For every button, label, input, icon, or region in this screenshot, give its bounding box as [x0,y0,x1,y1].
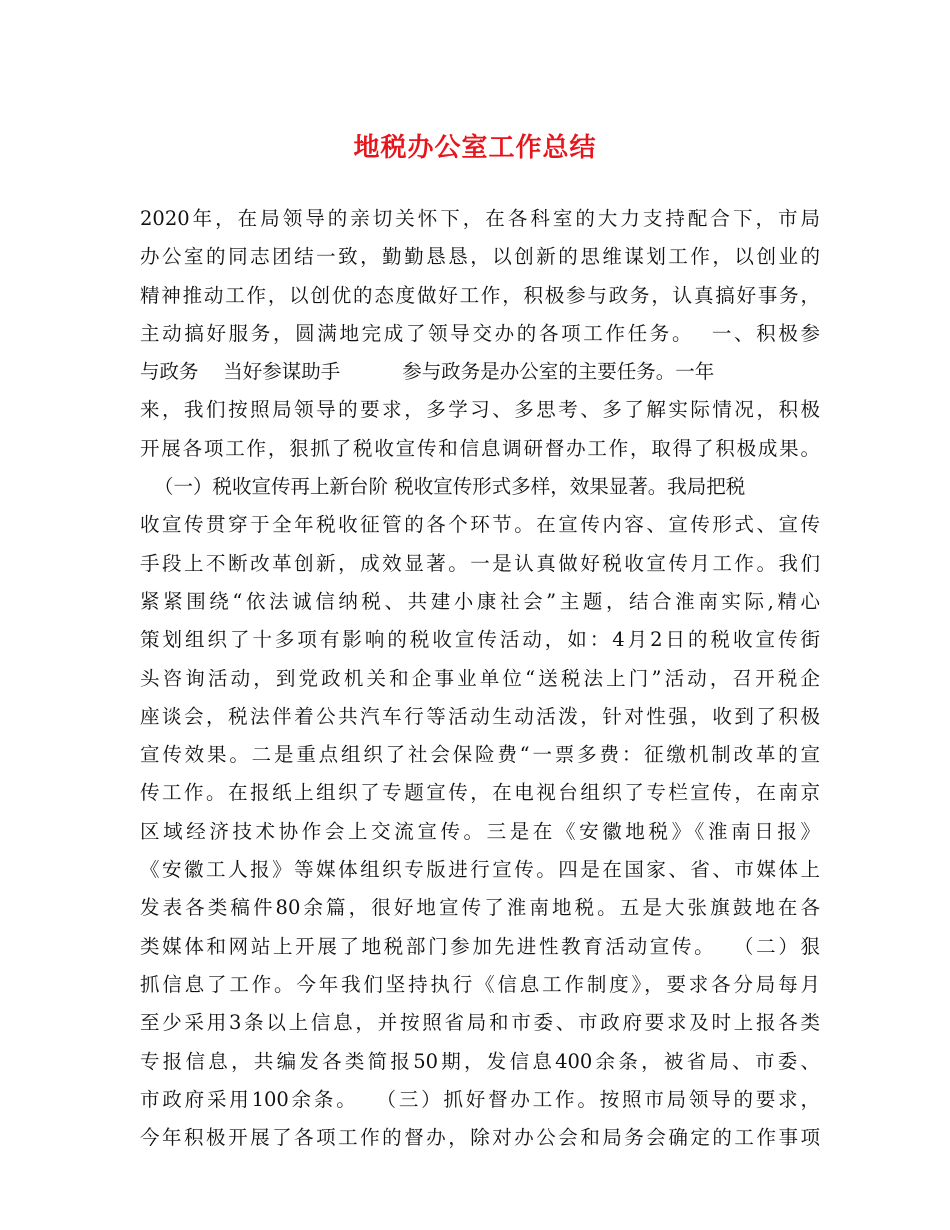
body-line: 今年积极开展了各项工作的督办，除对办公会和局务会确定的工作事项 [140,1126,820,1150]
body-line: 开展各项工作，狠抓了税收宣传和信息调研督办工作，取得了积极成果。 [140,436,820,460]
body-line: 办公室的同志团结一致，勤勤恳恳，以创新的思维谋划工作，以创业的 [140,245,820,269]
body-line: 传工作。在报纸上组织了专题宣传，在电视台组织了专栏宣传，在南京 [140,781,820,805]
body-line: （一）税收宣传再上新台阶 税收宣传形式多样，效果显著。我局把税 [154,475,746,499]
body-line: 策划组织了十多项有影响的税收宣传活动，如：4月2日的税收宣传街 [140,628,820,652]
body-line: 2020年，在局领导的亲切关怀下，在各科室的大力支持配合下，市局 [140,207,820,230]
body-line: 与政务 当好参谋助手 参与政务是办公室的主要任务。一年 [140,360,715,384]
body-line: 类媒体和网站上开展了地税部门参加先进性教育活动宣传。 （二）狠 [140,934,820,958]
body-line: 发表各类稿件80余篇，很好地宣传了淮南地税。五是大张旗鼓地在各 [140,896,820,920]
body-line: 头咨询活动，到党政机关和企事业单位“送税法上门”活动，召开税企 [140,666,820,690]
body-line: 市政府采用100余条。 （三）抓好督办工作。按照市局领导的要求， [140,1087,820,1111]
body-line: 来，我们按照局领导的要求，多学习、多思考、多了解实际情况，积极 [140,398,820,422]
document-title: 地税办公室工作总结 [353,133,597,163]
body-line: 抓信息了工作。今年我们坚持执行《信息工作制度》，要求各分局每月 [140,972,820,996]
body-line: 紧紧围绕“依法诚信纳税、共建小康社会”主题，结合淮南实际,精心 [140,589,820,613]
body-line: 主动搞好服务，圆满地完成了领导交办的各项工作任务。 一、积极参 [140,321,820,345]
document-body [140,200,820,1157]
body-line: 座谈会，税法伴着公共汽车行等活动生动活泼，针对性强，收到了积极 [140,704,820,728]
body-line: 区域经济技术协作会上交流宣传。三是在《安徽地税》《淮南日报》 [140,819,820,843]
body-line: 专报信息，共编发各类简报50期，发信息400余条，被省局、市委、 [140,1049,820,1073]
body-line: 至少采用3条以上信息，并按照省局和市委、市政府要求及时上报各类 [140,1011,820,1035]
body-line: 精神推动工作，以创优的态度做好工作，积极参与政务，认真搞好事务， [140,283,820,307]
body-line: 宣传效果。二是重点组织了社会保险费“一票多费：征缴机制改革的宣 [140,743,820,767]
body-line: 手段上不断改革创新，成效显著。一是认真做好税收宣传月工作。我们 [140,551,820,575]
body-line: 《安徽工人报》等媒体组织专版进行宣传。四是在国家、省、市媒体上 [140,858,820,882]
body-line: 收宣传贯穿于全年税收征管的各个环节。在宣传内容、宣传形式、宣传 [140,513,820,537]
